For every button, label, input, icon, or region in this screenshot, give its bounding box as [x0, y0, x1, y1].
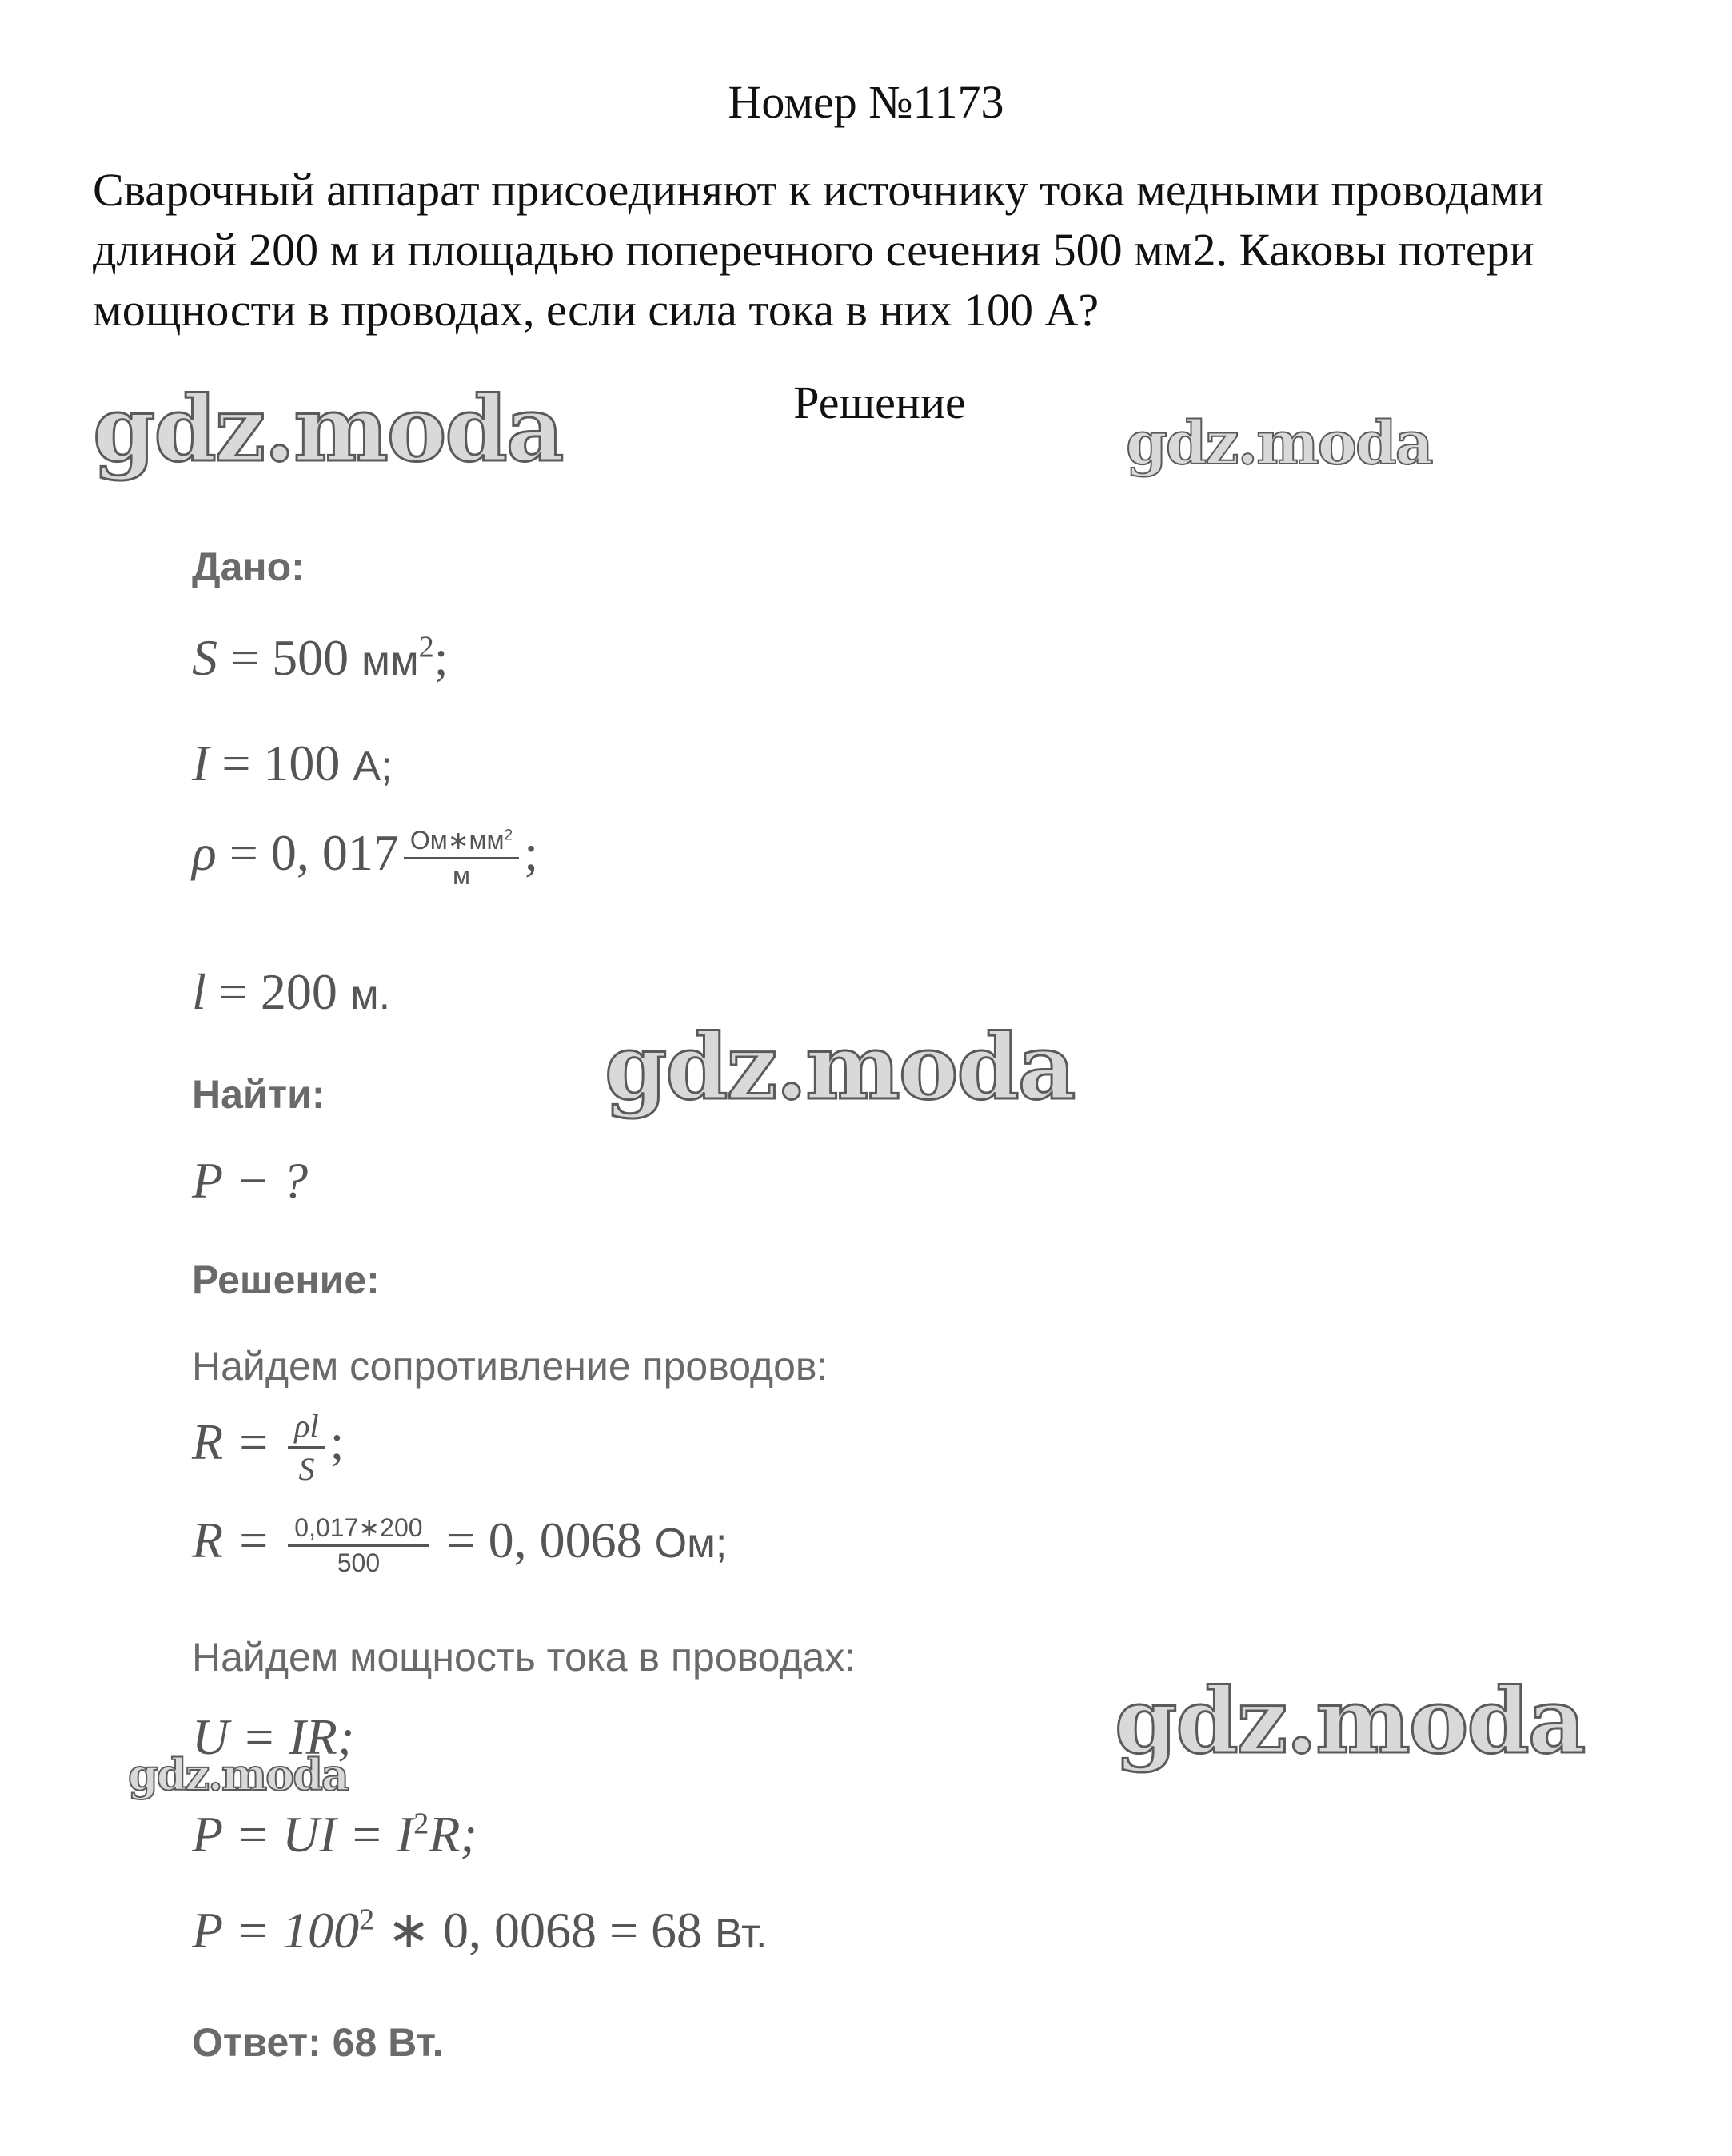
equation-part: = 100: [209, 735, 353, 791]
exponent: 2: [413, 1807, 429, 1841]
answer: Ответ: 68 Вт.: [192, 2020, 444, 2065]
given-resistivity: [192, 823, 538, 891]
power-calc: [192, 1901, 768, 1960]
formula-part: ∗ 0, 0068 = 68: [374, 1902, 716, 1959]
watermark-logo: gdz.moda: [1126, 409, 1432, 478]
problem-statement: [93, 160, 1660, 340]
exponent: 2: [418, 630, 434, 664]
equation-part: = 0, 017: [216, 824, 399, 881]
power-formula: [192, 1805, 477, 1864]
equation-part: = 0, 0068: [433, 1512, 655, 1568]
solution-title: Решение: [793, 377, 966, 428]
equation-end: ;: [524, 824, 538, 881]
find-text: P − ?: [192, 1152, 309, 1209]
formula-part: P = UI = I: [192, 1806, 414, 1863]
resistance-calc: [192, 1511, 727, 1578]
exponent: 2: [359, 1903, 375, 1937]
watermark-logo: gdz.moda: [93, 377, 563, 482]
fraction-denominator: м: [453, 861, 470, 891]
fraction-denominator: S: [298, 1451, 315, 1487]
solution-heading: Решение:: [192, 1257, 380, 1302]
watermark-logo: gdz.moda: [128, 1749, 348, 1800]
symbol: S: [192, 629, 217, 686]
symbol: ρ: [192, 824, 217, 881]
equation-part: = 500: [217, 629, 362, 686]
fraction: [288, 1407, 325, 1488]
step-text: Найдем мощность тока в проводах:: [192, 1635, 856, 1680]
fraction-numerator: $Ом∗мм^2$: [404, 825, 519, 859]
unit: мм: [361, 638, 419, 684]
fraction: [404, 825, 519, 891]
unit: Вт.: [715, 1911, 768, 1957]
formula-part: P = 100: [192, 1902, 360, 1959]
problem-line: Сварочный аппарат присоединяют к источнику тока медными проводами: [93, 164, 1544, 216]
symbol: l: [192, 963, 206, 1020]
equation-end: ;: [433, 629, 449, 686]
given-current: [192, 734, 393, 793]
formula-lhs: R =: [192, 1512, 284, 1568]
watermark-logo: gdz.moda: [1115, 1669, 1585, 1774]
given-length: [192, 962, 390, 1022]
problem-line: мощности в проводах, если сила тока в них 100 А?: [93, 284, 1099, 336]
unit: м.: [349, 972, 391, 1018]
formula-lhs: R =: [192, 1413, 284, 1471]
voltage-formula: [192, 1708, 354, 1767]
page-title: Номер №1173: [728, 76, 1004, 128]
equation-part: = 200: [206, 963, 350, 1020]
formula-text: U = IR;: [192, 1708, 355, 1765]
problem-line: длиной 200 м и площадью поперечного сечения 500 мм2. Каковы потери: [93, 224, 1534, 276]
given-area: [192, 628, 449, 687]
resistance-formula: [192, 1407, 344, 1488]
find-heading: Найти:: [192, 1072, 325, 1117]
unit: А;: [353, 743, 393, 790]
find-expression: [192, 1151, 308, 1210]
fraction: [288, 1512, 429, 1578]
fraction-numerator: ρl: [288, 1407, 325, 1449]
fraction-numerator: 0,017∗200: [288, 1512, 429, 1547]
step-text: Найдем сопротивление проводов:: [192, 1344, 828, 1389]
formula-part: R;: [429, 1806, 477, 1863]
equation-end: ;: [329, 1413, 345, 1471]
symbol: I: [192, 735, 210, 791]
unit: Ом;: [654, 1520, 728, 1567]
fraction-denominator: 500: [337, 1548, 381, 1578]
given-heading: Дано:: [192, 544, 305, 589]
watermark-logo: gdz.moda: [605, 1015, 1075, 1120]
